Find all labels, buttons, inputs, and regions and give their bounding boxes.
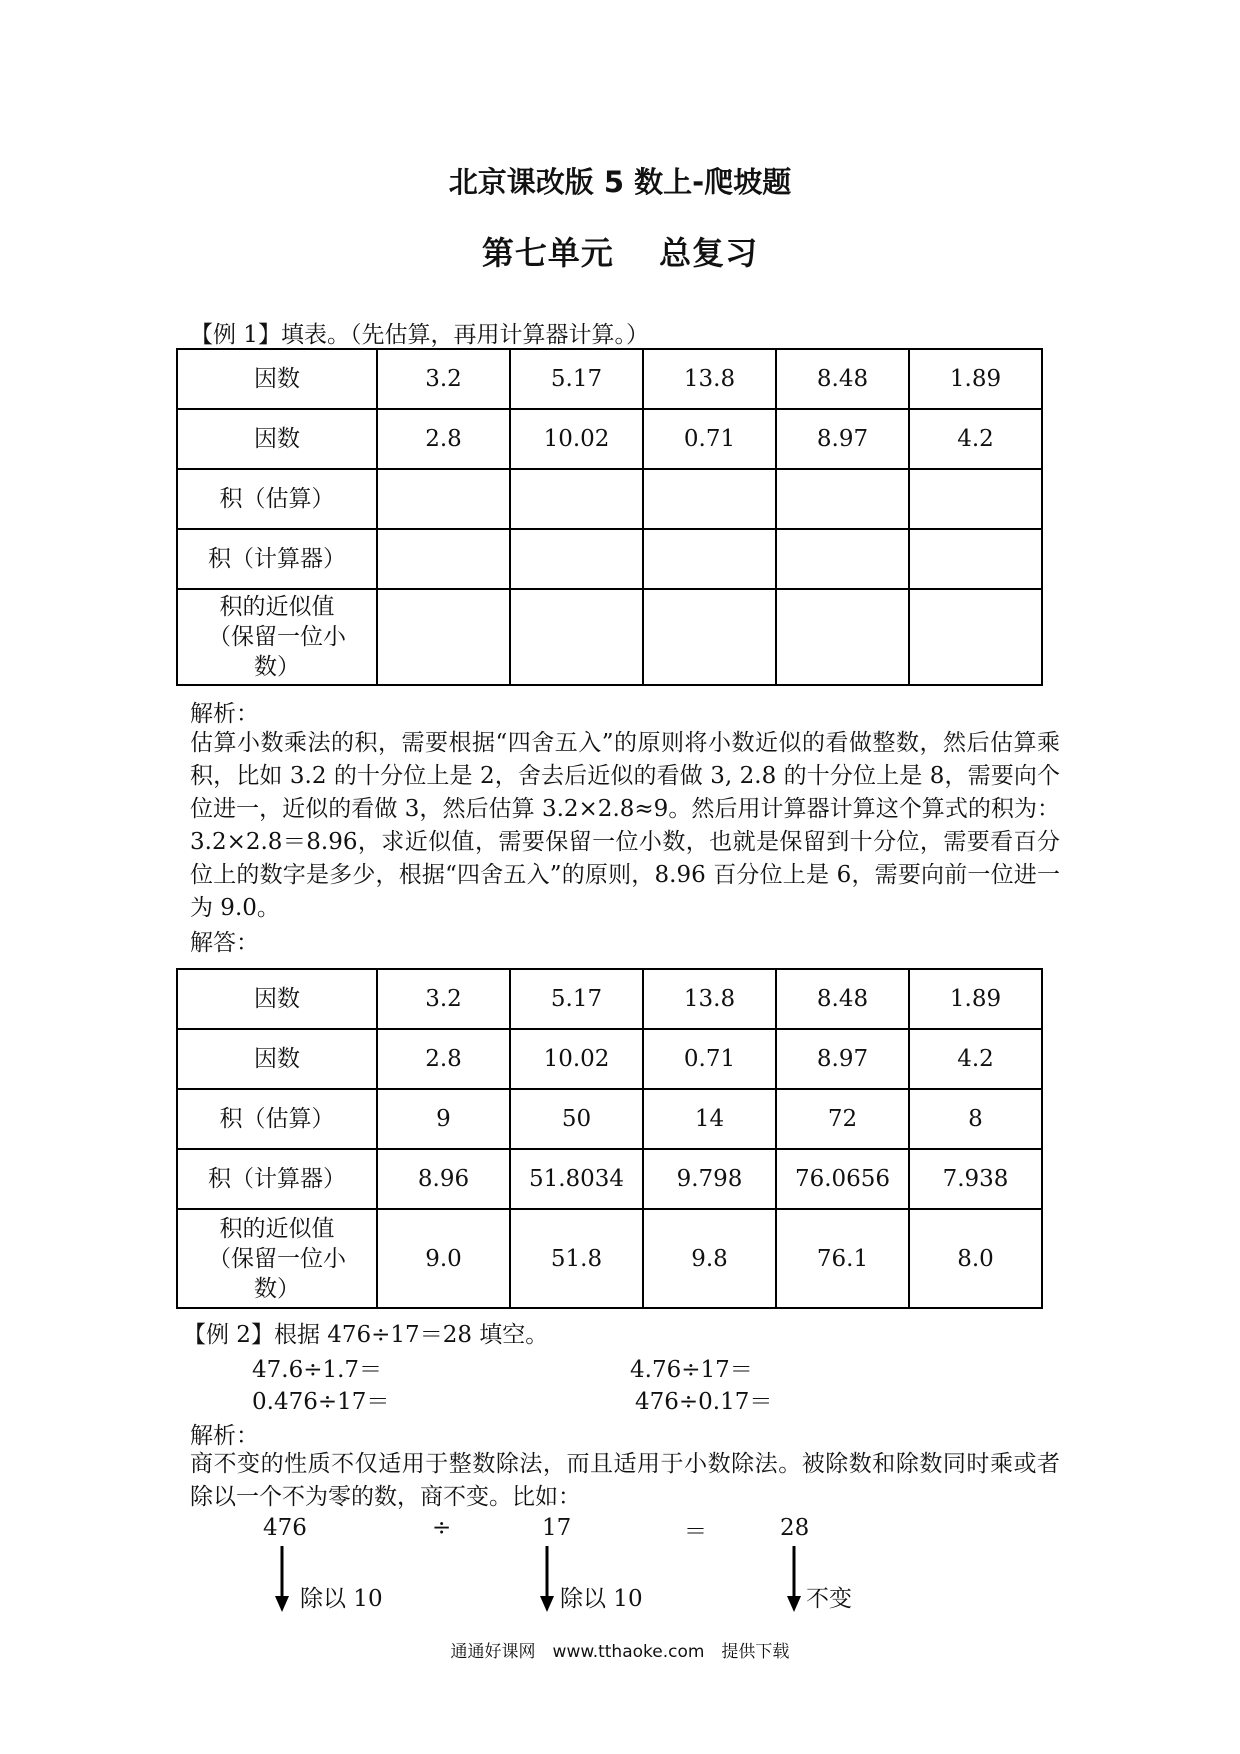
table-cell [909,589,1042,685]
example1-answer-label: 解答： [190,930,259,956]
table-cell [377,469,510,529]
table-cell: 8.96 [377,1149,510,1209]
table-cell [377,529,510,589]
table-cell: 51.8 [510,1209,643,1308]
table-cell: 1.89 [909,349,1042,409]
arrow-down-icon [784,1546,804,1614]
diagram-divisor: 17 [542,1515,572,1541]
table-cell: 9 [377,1089,510,1149]
row-header-cell: 因数 [177,969,377,1029]
table-cell: 76.0656 [776,1149,909,1209]
table-cell: 10.02 [510,409,643,469]
diagram-quotient: 28 [780,1515,810,1541]
row-header-cell: 因数 [177,409,377,469]
diagram-dividend: 476 [263,1515,307,1541]
row-header-cell: 因数 [177,349,377,409]
table-cell: 76.1 [776,1209,909,1308]
table-cell: 8.48 [776,969,909,1029]
example1-answer-table [176,968,1043,1309]
row-header-cell: 积（估算） [177,1089,377,1149]
table-cell: 13.8 [643,349,776,409]
table-row [177,469,1042,529]
section-title: 第七单元 总复习 [481,234,759,272]
equation-4: 476÷0.17＝ [635,1389,773,1415]
page-title: 北京课改版 5 数上-爬坡题 [448,165,792,199]
example1-analysis-text: 估算小数乘法的积，需要根据“四舍五入”的原则将小数近似的看做整数，然后估算乘积，比如 3.2 的十分位上是 2，舍去后近似的看做 3, 2.8 的十分位上是 8，需要向个位进一，近似的看做 3，然后估算 3.2×2.8≈9。然后用计算器计算这个算式的积为：3.2×2.8＝8.96，求近似值，需要保留一位小数，也就是保留到十分位，需要看百分位上的数字是多少，根据“四舍五入”的原则，8.96 百分位上是 6，需要向前一位进一为 9.0。 [190,730,1060,921]
table-cell [643,529,776,589]
equation-3: 0.476÷17＝ [252,1389,390,1415]
row-header-cell: 积的近似值（保留一位小数） [177,589,377,685]
row-header-cell: 积的近似值（保留一位小数） [177,1209,377,1308]
table-cell: 72 [776,1089,909,1149]
table-row [177,529,1042,589]
table-cell: 8.97 [776,409,909,469]
table-cell [776,469,909,529]
diagram-label-dividend: 除以 10 [300,1586,383,1612]
table-cell [510,589,643,685]
diagram-label-divisor: 除以 10 [560,1586,643,1612]
diagram-label-quotient: 不变 [806,1586,852,1612]
example2-analysis-text: 商不变的性质不仅适用于整数除法，而且适用于小数除法。被除数和除数同时乘或者除以一个不为零的数，商不变。比如： [190,1451,1060,1510]
table-cell: 8.0 [909,1209,1042,1308]
equation-1: 47.6÷1.7＝ [252,1357,383,1383]
table-cell: 8.97 [776,1029,909,1089]
table-cell: 4.2 [909,1029,1042,1089]
diagram-equals-sign: ＝ [684,1519,707,1545]
table-cell: 50 [510,1089,643,1149]
arrow-down-icon [272,1546,292,1614]
table-cell: 2.8 [377,409,510,469]
table-cell [776,529,909,589]
table-cell: 9.8 [643,1209,776,1308]
table-cell [909,529,1042,589]
table-row [177,1149,1042,1209]
table-row [177,409,1042,469]
table-cell: 1.89 [909,969,1042,1029]
table-cell: 0.71 [643,1029,776,1089]
arrow-down-icon [537,1546,557,1614]
example1-prompt: 【例 1】填表。（先估算，再用计算器计算。） [190,322,649,348]
example2-analysis-label: 解析： [190,1423,259,1449]
table-cell [776,589,909,685]
table-cell: 4.2 [909,409,1042,469]
table-cell: 3.2 [377,349,510,409]
table-row [177,349,1042,409]
table-row [177,1089,1042,1149]
table-row [177,589,1042,685]
table-cell: 0.71 [643,409,776,469]
example1-answer-table-body [177,969,1042,1308]
table-cell: 5.17 [510,349,643,409]
example1-blank-table [176,348,1043,686]
table-cell: 9.0 [377,1209,510,1308]
example2-prompt: 【例 2】根据 476÷17＝28 填空。 [183,1322,549,1348]
diagram-divide-sign: ÷ [432,1515,452,1541]
page-footer: 通通好课网 www.tthaoke.com 提供下载 [450,1642,790,1662]
table-cell: 51.8034 [510,1149,643,1209]
row-header-cell: 因数 [177,1029,377,1089]
table-cell [510,529,643,589]
example1-blank-table-body [177,349,1042,685]
row-header-cell: 积（计算器） [177,529,377,589]
row-header-cell: 积（计算器） [177,1149,377,1209]
row-header-cell: 积（估算） [177,469,377,529]
table-row [177,1209,1042,1308]
table-cell [377,589,510,685]
table-cell [909,469,1042,529]
table-cell: 10.02 [510,1029,643,1089]
table-cell: 14 [643,1089,776,1149]
table-cell [643,589,776,685]
table-cell: 5.17 [510,969,643,1029]
table-row [177,969,1042,1029]
table-row [177,1029,1042,1089]
table-cell [510,469,643,529]
table-cell [643,469,776,529]
table-cell: 8 [909,1089,1042,1149]
table-cell: 3.2 [377,969,510,1029]
example1-analysis-label: 解析： [190,701,259,727]
table-cell: 7.938 [909,1149,1042,1209]
table-cell: 8.48 [776,349,909,409]
table-cell: 13.8 [643,969,776,1029]
table-cell: 9.798 [643,1149,776,1209]
table-cell: 2.8 [377,1029,510,1089]
equation-2: 4.76÷17＝ [630,1357,753,1383]
